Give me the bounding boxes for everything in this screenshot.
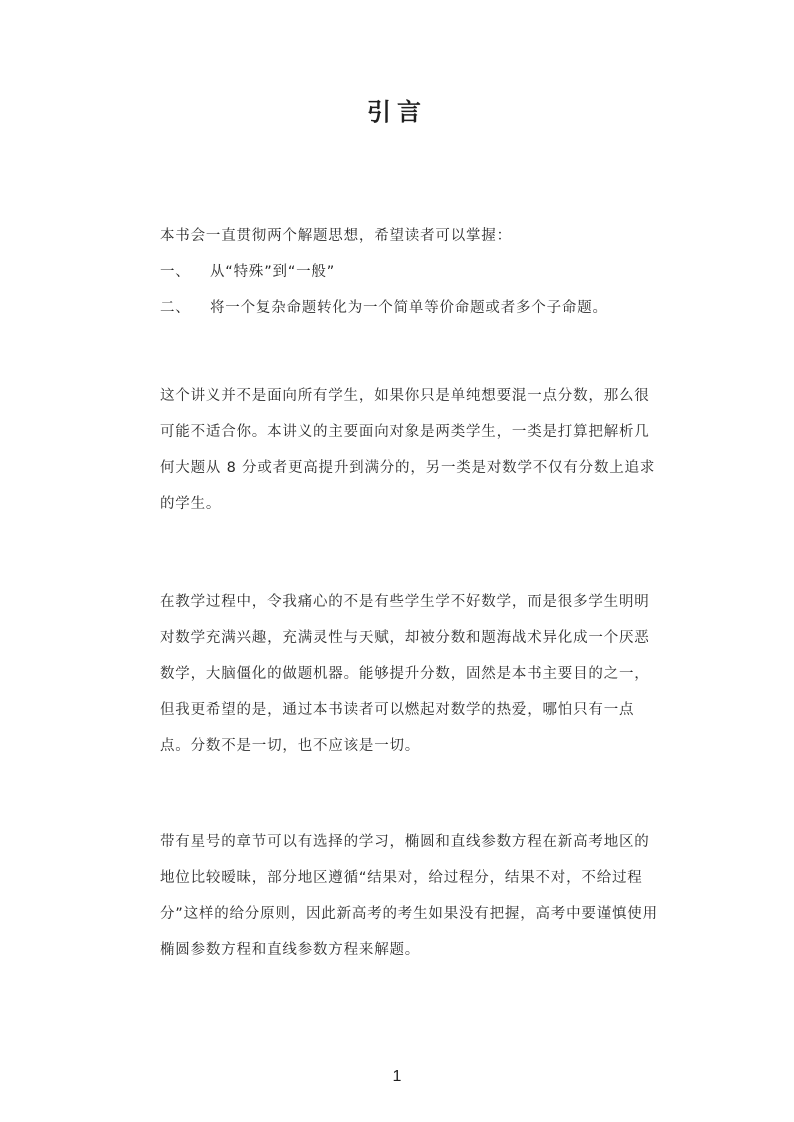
paragraph-audience [160, 378, 660, 522]
intro-section [160, 218, 660, 326]
paragraph-text: 带有星号的章节可以有选择的学习，椭圆和直线参数方程在新高考地区的地位比较暧昧，部分地区遵循“结果对，给过程分，结果不对，不给过程分”这样的给分原则，因此新高考的考生如果没有把握，高考中要谨慎使用椭圆参数方程和直线参数方程来解题。 [160, 834, 658, 958]
list-item-number: 二、 [160, 300, 191, 316]
list-item-text: 将一个复杂命题转化为一个简单等价命题或者多个子命题。 [210, 300, 608, 316]
list-item-number: 一、 [160, 264, 191, 280]
paragraph-text: 这个讲义并不是面向所有学生，如果你只是单纯想要混一点分数，那么很可能不适合你。本讲义的主要面向对象是两类学生，一类是打算把解析几何大题从 8 分或者更高提升到满分的，另一类是对数学不仅有分数上追求的学生。 [160, 388, 656, 512]
list-item-text: 从“特殊”到“一般” [210, 264, 336, 280]
list-item [160, 290, 660, 326]
page-number: 1 [392, 1068, 402, 1085]
paragraph-starred-chapters [160, 824, 660, 968]
paragraph-text: 在教学过程中，令我痛心的不是有些学生学不好数学，而是很多学生明明对数学充满兴趣，充满灵性与天赋，却被分数和题海战术异化成一个厌恶数学，大脑僵化的做题机器。能够提升分数，固然是本书主要目的之一，但我更希望的是，通过本书读者可以燃起对数学的热爱，哪怕只有一点点。分数不是一切，也不应该是一切。 [160, 594, 650, 754]
page-title: 引言 [367, 97, 427, 126]
intro-lead: 本书会一直贯彻两个解题思想，希望读者可以掌握： [160, 228, 512, 244]
paragraph-teaching [160, 584, 660, 764]
list-item [160, 254, 660, 290]
